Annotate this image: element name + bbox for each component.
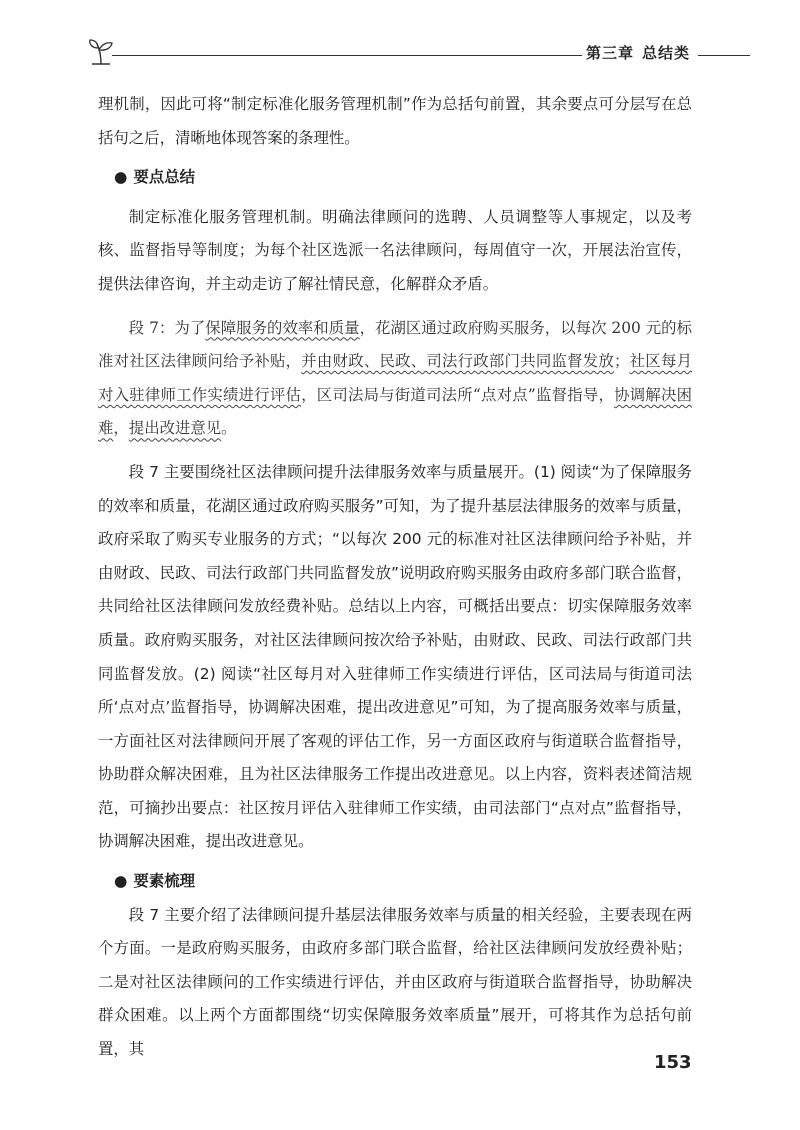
chapter-label: 第三章 xyxy=(586,44,635,62)
analysis-paragraph: 段 7 主要围绕社区法律顾问提升法律服务效率与质量展开。(1) 阅读“为了保障服务的效率和质量，花湖区通过政府购买服务”可知，为了提升基层法律服务的效率与质量，政府采取了购买专业服务的方式；“以每次 200 元的标准对社区法律顾问给予补贴，并由财政、民政、司法行政部门共同监督发放”说明政府购买服务由政府多部门联合监督，共同给社区法律顾问发放经费补贴。总结以上内容，可概括出要点：切实保障服务效率质量。政府购买服务，对社区法律顾问按次给予补贴，由财政、民政、司法行政部门共同监督发放。(2) 阅读“社区每月对入驻律师工作实绩进行评估，区司法局与街道司法所‘点对点’监督指导，协调解决困难，提出改进意见”可知，为了提高服务效率与质量，一方面社区对法律顾问开展了客观的评估工作，另一方面区政府与街道联合监督指导，协助群众解决困难，且为社区法律服务工作提出改进意见。以上内容，资料表述简洁规范，可摘抄出要点：社区按月评估入驻律师工作实绩，由司法部门“点对点”监督指导，协调解决困难，提出改进意见。 xyxy=(98,462,692,851)
header-rule-right xyxy=(698,55,750,56)
quote-text: 段 7：为了 xyxy=(128,318,206,337)
summary-paragraph: 制定标准化服务管理机制。明确法律顾问的选聘、人员调整等人事规定，以及考核、监督指导等制度；为每个社区选派一名法律顾问，每周值守一次，开展法治宣传，提供法律咨询，并主动走访了解社情民意，化解群众矛盾。 xyxy=(98,207,692,293)
bullet-icon: ● xyxy=(114,872,128,891)
paragraph-continued: 理机制，因此可将“制定标准化服务管理机制”作为总括句前置，其余要点可分层写在总括句之后，清晰地体现答案的条理性。 xyxy=(98,95,692,147)
bullet-icon: ● xyxy=(114,168,128,187)
section-heading-elements xyxy=(98,865,692,899)
quote-underlined: 保障服务的效率和质量 xyxy=(205,318,360,337)
page-body xyxy=(98,88,692,1067)
quote-underlined: 协调解决困难 xyxy=(98,385,692,438)
quote-underlined: 提出改进意见 xyxy=(128,419,222,438)
heading-text: 要素梳理 xyxy=(133,872,196,891)
header-rule-left xyxy=(112,55,582,56)
quote-text: ，花湖区通过政府购买服务，以每次 200 元的标准对社区法律顾问给予补贴， xyxy=(98,318,692,371)
quoted-source-paragraph xyxy=(98,312,692,446)
sprout-icon xyxy=(88,38,118,66)
elements-paragraph: 段 7 主要介绍了法律顾问提升基层法律服务效率与质量的相关经验，主要表现在两个方面。一是政府购买服务，由政府多部门联合监督，给社区法律顾问发放经费补贴；二是对社区法律顾问的工作实绩进行评估，并由区政府与街道联合监督指导，协助解决群众困难。以上两个方面都围绕“切实保障服务效率质量”展开，可将其作为总括句前置，其 xyxy=(98,905,692,1059)
heading-text: 要点总结 xyxy=(133,168,196,187)
page-header xyxy=(88,38,748,68)
section-heading-summary xyxy=(98,161,692,195)
page-number: 153 xyxy=(654,1052,692,1073)
quote-text: ，区司法局与街道司法所“点对点”监督指导， xyxy=(301,385,615,404)
quote-underlined: 社区每月对入驻律师工作实绩进行评估 xyxy=(98,352,692,404)
chapter-name: 总结类 xyxy=(642,44,691,62)
quote-underlined: 并由财政、民政、司法行政部门共同监督发放 xyxy=(301,352,615,371)
quote-text: ， xyxy=(113,419,129,438)
quote-text: 。 xyxy=(221,419,237,438)
quote-text: ； xyxy=(614,352,630,371)
